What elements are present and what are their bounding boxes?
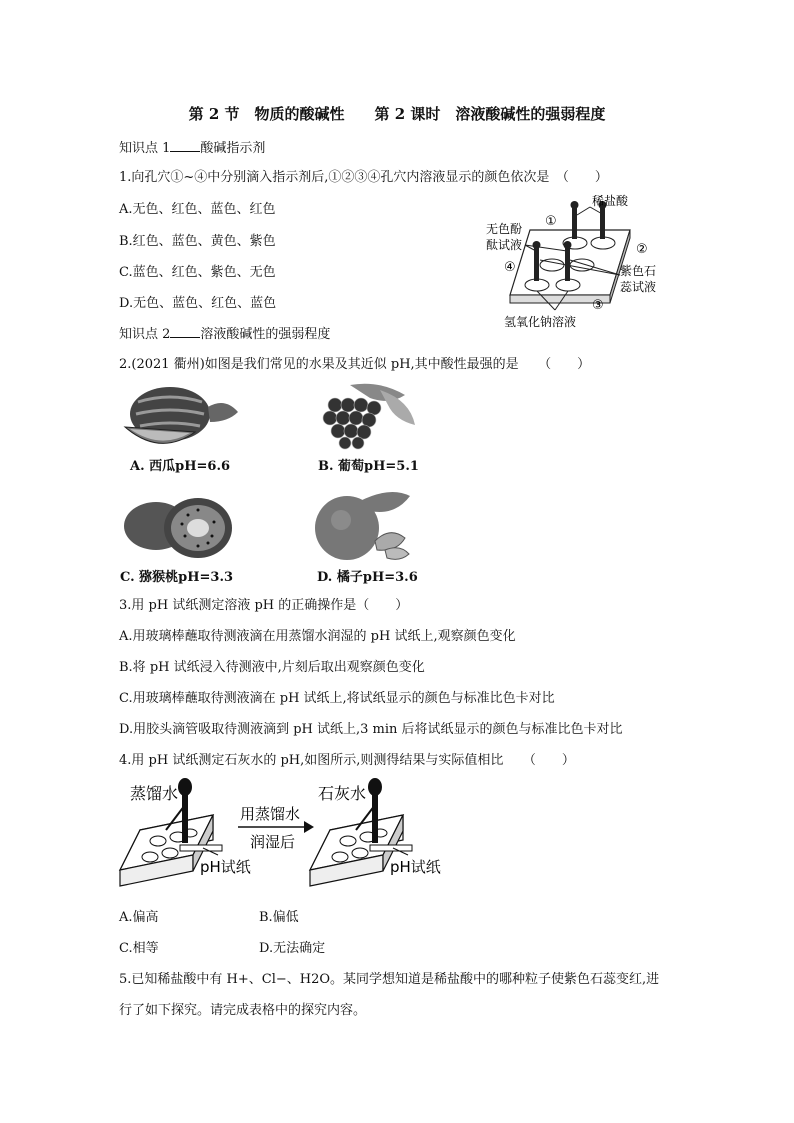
kp1-label: 酸碱指示剂 bbox=[200, 141, 266, 156]
label-litmus-1: 紫色石 bbox=[620, 264, 657, 278]
num-3: ③ bbox=[592, 298, 604, 313]
label-distilled-water: 蒸馏水 bbox=[130, 784, 179, 803]
label-hcl: 稀盐酸 bbox=[592, 194, 629, 208]
q3-option-c: C.用玻璃棒蘸取待测液滴在 pH 试纸上,将试纸显示的颜色与标准比色卡对比 bbox=[119, 691, 555, 706]
q1-option-d: D.无色、蓝色、红色、蓝色 bbox=[119, 296, 277, 311]
kp2-blank bbox=[170, 327, 200, 338]
arrow-bottom-label: 润湿后 bbox=[250, 833, 296, 851]
label-limewater: 石灰水 bbox=[318, 784, 367, 803]
label-naoh: 氢氧化钠溶液 bbox=[504, 315, 577, 329]
grapes-image bbox=[310, 380, 420, 452]
kp1-prefix: 知识点 1 bbox=[119, 141, 171, 156]
q3-option-d: D.用胶头滴管吸取待测液滴到 pH 试纸上,3 min 后将试纸显示的颜色与标准比色卡对比 bbox=[119, 722, 623, 737]
q3-option-b: B.将 pH 试纸浸入待测液中,片刻后取出观察颜色变化 bbox=[119, 660, 425, 675]
q4-option-c: C.相等 bbox=[119, 941, 159, 956]
q3-option-a: A.用玻璃棒蘸取待测液滴在用蒸馏水润湿的 pH 试纸上,观察颜色变化 bbox=[119, 629, 516, 644]
q1-option-c: C.蓝色、红色、紫色、无色 bbox=[119, 265, 276, 280]
arrow-top-label: 用蒸馏水 bbox=[240, 805, 301, 823]
orange-image bbox=[305, 486, 415, 564]
label-ph-paper-left: pH试纸 bbox=[200, 858, 251, 876]
q1-option-a: A.无色、红色、蓝色、红色 bbox=[119, 202, 276, 217]
label-ph-paper-right: pH试纸 bbox=[390, 858, 441, 876]
caption-c: C. 猕猴桃pH=3.3 bbox=[120, 570, 234, 585]
kiwi-image bbox=[118, 488, 243, 563]
caption-b: B. 葡萄pH=5.1 bbox=[318, 459, 419, 474]
num-1: ① bbox=[545, 214, 557, 229]
knowledge-point-2 bbox=[119, 323, 330, 342]
q3-stem: 3.用 pH 试纸测定溶液 pH 的正确操作是（ ） bbox=[119, 598, 409, 613]
q4-option-a: A.偏高 bbox=[119, 910, 159, 925]
num-4: ④ bbox=[504, 260, 516, 275]
q4-ph-test-figure bbox=[118, 775, 448, 893]
label-phen-1: 无色酚 bbox=[486, 222, 523, 236]
kp2-prefix: 知识点 2 bbox=[119, 327, 171, 342]
q1-option-b: B.红色、蓝色、黄色、紫色 bbox=[119, 234, 276, 249]
label-phen-2: 酞试液 bbox=[486, 238, 523, 252]
q2-stem: 2.(2021 衢州)如图是我们常见的水果及其近似 pH,其中酸性最强的是 （ ） bbox=[119, 357, 591, 372]
q4-stem: 4.用 pH 试纸测定石灰水的 pH,如图所示,则测得结果与实际值相比 （ ） bbox=[119, 753, 575, 768]
caption-a: A. 西瓜pH=6.6 bbox=[130, 459, 231, 474]
num-2: ② bbox=[636, 242, 648, 257]
q4-option-b: B.偏低 bbox=[259, 910, 299, 925]
q1-stem: 1.向孔穴①~④中分别滴入指示剂后,①②③④孔穴内溶液显示的颜色依次是 （ ） bbox=[119, 170, 608, 185]
knowledge-point-1 bbox=[119, 137, 265, 156]
watermelon-image bbox=[120, 382, 245, 452]
label-litmus-2: 蕊试液 bbox=[620, 280, 657, 294]
caption-d: D. 橘子pH=3.6 bbox=[317, 570, 418, 585]
kp1-blank bbox=[170, 141, 200, 152]
q1-well-plate-figure bbox=[470, 185, 670, 335]
q5-line-1: 5.已知稀盐酸中有 H+、Cl−、H2O。某同学想知道是稀盐酸中的哪种粒子使紫色石蕊变红,进 bbox=[119, 972, 660, 987]
q5-line-2: 行了如下探究。请完成表格中的探究内容。 bbox=[119, 1003, 367, 1018]
page-title: 第 2 节 物质的酸碱性 第 2 课时 溶液酸碱性的强弱程度 bbox=[188, 105, 606, 123]
kp2-label: 溶液酸碱性的强弱程度 bbox=[200, 327, 331, 342]
q4-option-d: D.无法确定 bbox=[259, 941, 326, 956]
